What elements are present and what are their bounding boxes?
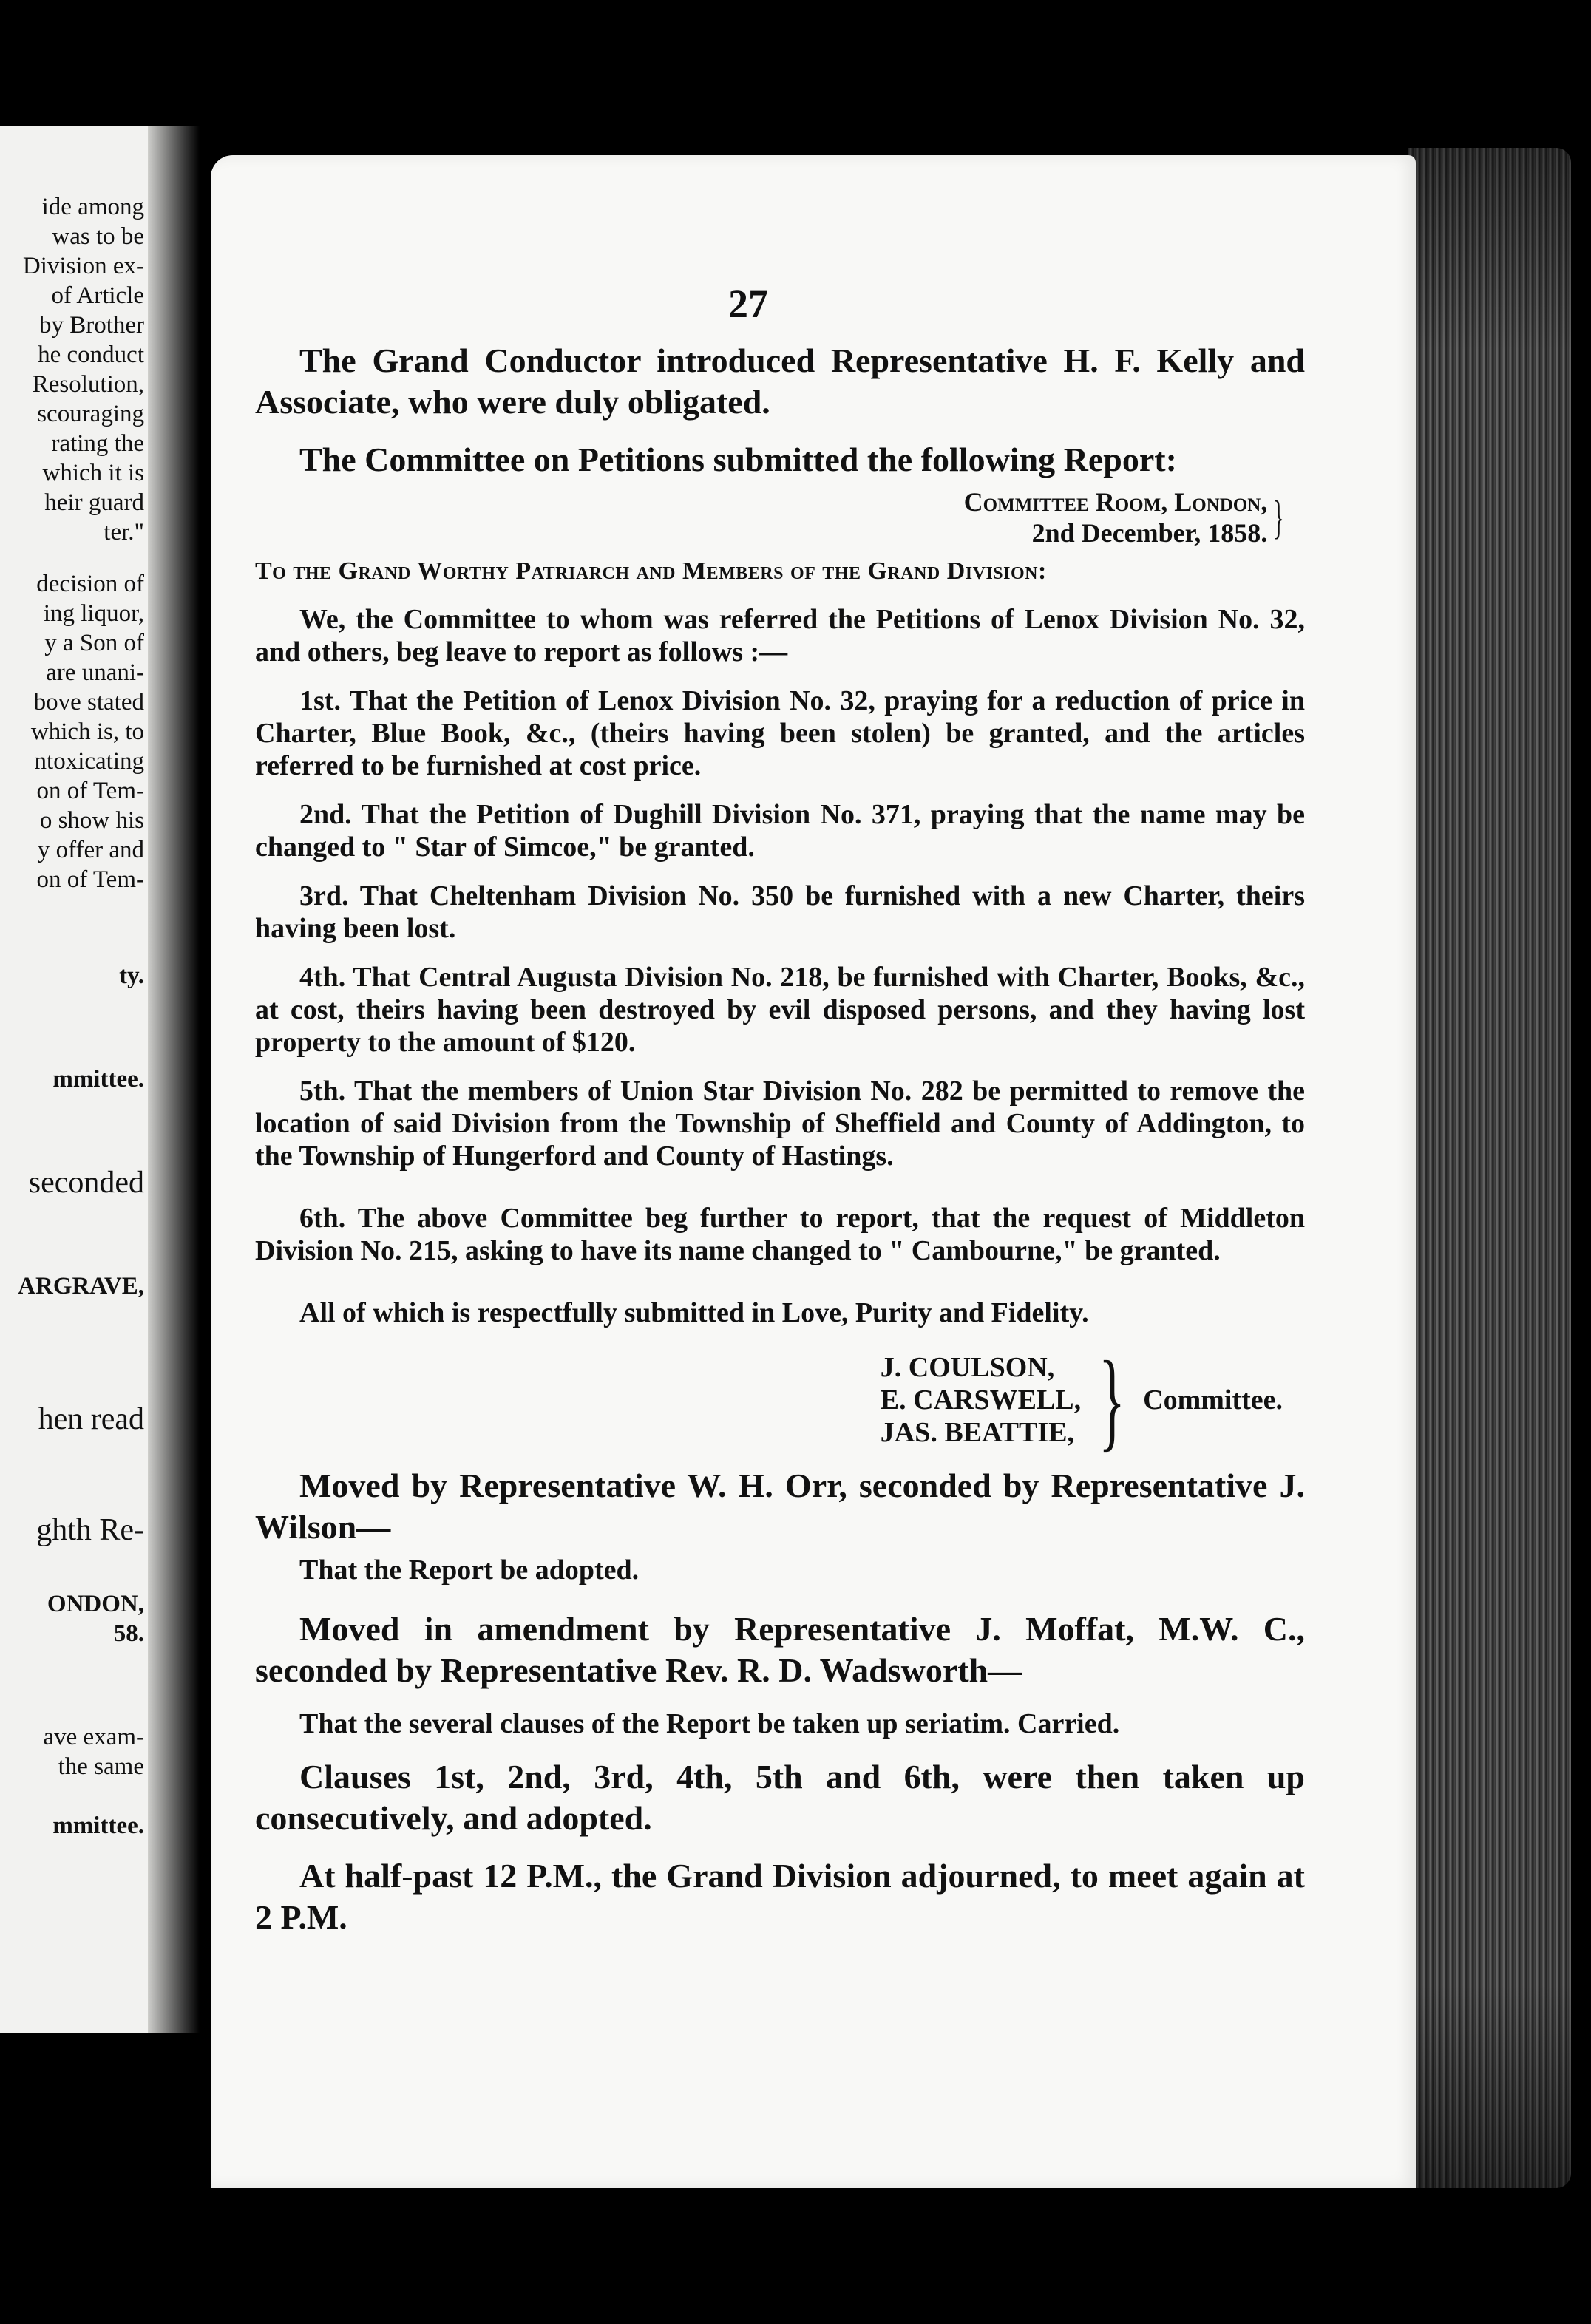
motion-2: Moved in amendment by Representative J. Moffat, M.W. C., seconded by Representative Rev. R. D. Wadsworth— xyxy=(255,1610,1305,1689)
left-page-text-line: hen read xyxy=(38,1402,144,1436)
report-item-3: 3rd. That Cheltenham Division No. 350 be furnished with a new Charter, theirs having been lost. xyxy=(255,880,1305,944)
left-page-text-line: mmittee. xyxy=(52,1066,144,1093)
motion-2-text: That the several clauses of the Report be taken up seriatim. Carried. xyxy=(299,1708,1120,1739)
left-page-text-line: rating the xyxy=(51,430,144,457)
paragraph-committee-report: The Committee on Petitions submitted the following Report: xyxy=(299,441,1177,478)
left-page-text-line: ing liquor, xyxy=(43,600,144,627)
motion-1-text: That the Report be adopted. xyxy=(299,1555,640,1586)
main-page xyxy=(211,155,1416,2188)
left-page-text-line: by Brother xyxy=(38,312,144,339)
signature-block xyxy=(255,1339,1283,1461)
paragraph-introduction: The Grand Conductor introduced Representative H. F. Kelly and Associate, who were duly obligated. xyxy=(255,342,1305,421)
report-item-1: 1st. That the Petition of Lenox Division No. 32, praying for a reduction of price in Charter, Blue Book, &c., (theirs having been stolen) be granted, and the articles referred to be furnished at cost price. xyxy=(255,685,1305,781)
clauses-adopted: Clauses 1st, 2nd, 3rd, 4th, 5th and 6th, were then taken up consecutively, and adopted. xyxy=(255,1758,1305,1837)
left-page-text-line: on of Tem- xyxy=(36,778,144,804)
left-page-text-line: Resolution, xyxy=(32,371,144,398)
adjournment: At half-past 12 P.M., the Grand Division adjourned, to meet again at 2 P.M. xyxy=(255,1857,1305,1936)
left-page-text-line: which it is xyxy=(42,460,144,486)
left-page-text-line: y offer and xyxy=(37,837,144,863)
report-item-6: 6th. The above Committee beg further to report, that the request of Middleton Division No. 215, asking to have its name changed to " Cambourne," be granted. xyxy=(255,1203,1305,1266)
left-page-text-line: which is, to xyxy=(30,718,144,745)
left-page-text-line: was to be xyxy=(52,223,144,250)
report-item-2: 2nd. That the Petition of Dughill Division No. 371, praying that the name may be changed to " Star of Simcoe," be granted. xyxy=(255,799,1305,863)
page-body xyxy=(255,281,1305,1938)
left-page-text-line: scouraging xyxy=(37,401,144,427)
signatory: JAS. BEATTIE, xyxy=(880,1417,1075,1448)
left-page-text-line: ntoxicating xyxy=(34,748,144,775)
left-page-text-line: decision of xyxy=(36,571,144,597)
left-page-text-line: y a Son of xyxy=(44,630,144,656)
signatory: J. COULSON, xyxy=(880,1352,1055,1383)
left-page-text-line: ONDON, xyxy=(47,1591,144,1617)
page-number: 27 xyxy=(728,282,768,326)
left-page-text-line: ide among xyxy=(41,194,144,220)
left-page-text-line: 58. xyxy=(113,1620,144,1647)
left-page-text-line: ty. xyxy=(119,962,144,989)
report-closing: All of which is respectfully submitted in Love, Purity and Fidelity. xyxy=(299,1297,1089,1328)
left-page-text-line: mmittee. xyxy=(52,1812,144,1839)
left-page-text-line: the same xyxy=(58,1753,144,1780)
report-item-5: 5th. That the members of Union Star Division No. 282 be permitted to remove the location of said Division from the Township of Sheffield and County of Addington, to the Township of Hungerford and County of Hastings. xyxy=(255,1076,1305,1172)
left-page-text-line: ave exam- xyxy=(43,1724,144,1750)
page-edges xyxy=(1408,148,1571,2188)
brace-icon: } xyxy=(1272,491,1285,543)
left-page-text-line: o show his xyxy=(39,807,144,834)
left-page-text-line: he conduct xyxy=(38,342,144,368)
left-page-text-line: ghth Re- xyxy=(36,1513,144,1547)
left-page-text-line: seconded xyxy=(28,1166,144,1200)
left-page-text-line: of Article xyxy=(51,282,144,309)
report-intro: We, the Committee to whom was referred the Petitions of Lenox Division No. 32, and others, beg leave to report as follows :— xyxy=(255,604,1305,667)
left-page-text-line: Division ex- xyxy=(22,253,144,279)
left-page-text-line: heir guard xyxy=(44,489,144,516)
motion-1: Moved by Representative W. H. Orr, seconded by Representative J. Wilson— xyxy=(255,1467,1305,1546)
salutation: To the Grand Worthy Patriarch and Members of the Grand Division: xyxy=(255,557,1047,585)
signatory: E. CARSWELL, xyxy=(880,1384,1082,1416)
brace-icon: } xyxy=(1099,1339,1126,1461)
committee-room-dateline xyxy=(255,486,1290,548)
left-page-text-line: are unani- xyxy=(46,659,144,686)
committee-room-location: Committee Room, London, xyxy=(963,487,1268,517)
left-page-text-line: on of Tem- xyxy=(36,866,144,893)
left-page-text-line: bove stated xyxy=(33,689,144,716)
left-page-text-line: ter." xyxy=(104,519,144,546)
signatory-label: Committee. xyxy=(1143,1384,1283,1416)
committee-room-date: 2nd December, 1858. xyxy=(1031,518,1268,548)
book-gutter xyxy=(148,126,200,2033)
report-item-4: 4th. That Central Augusta Division No. 218, be furnished with Charter, Books, &c., at cost, theirs having been destroyed by evil disposed persons, and they having lost property to the amount of $120. xyxy=(255,962,1305,1058)
left-page-text-line: ARGRAVE, xyxy=(18,1273,144,1299)
